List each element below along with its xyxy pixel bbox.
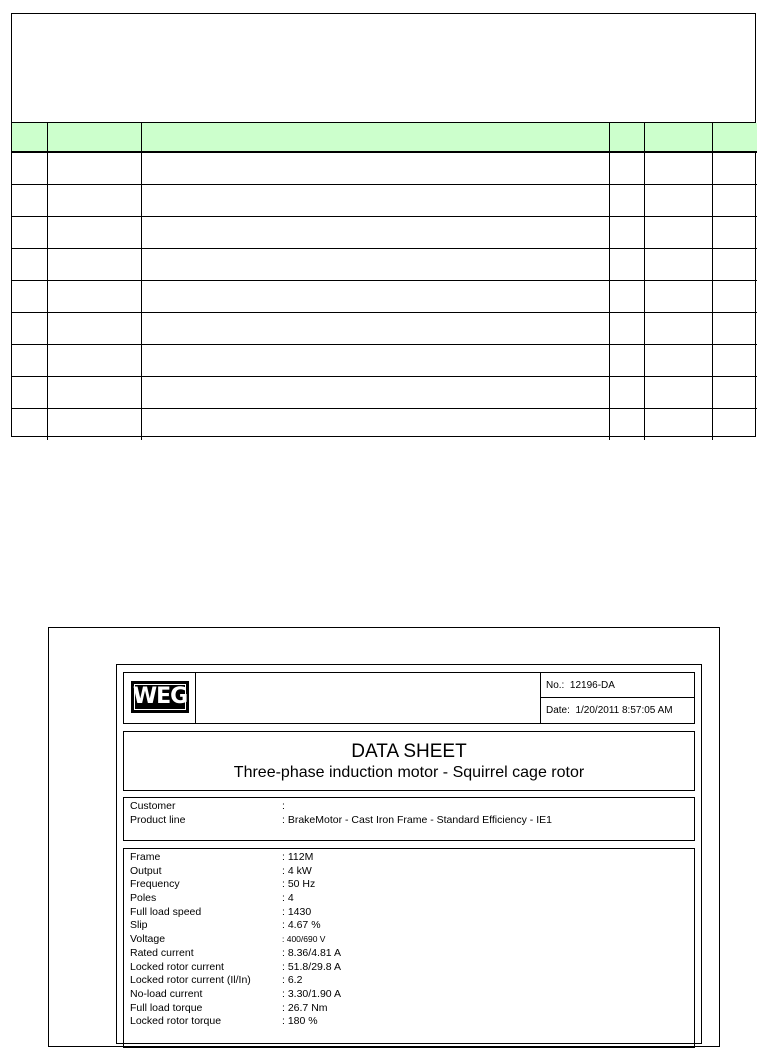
table-cell [644, 409, 712, 441]
specifications-box [123, 848, 695, 1048]
table-cell [644, 185, 712, 217]
table-cell [712, 345, 757, 377]
document-number-label: No.: [546, 680, 565, 691]
spec-row [124, 974, 694, 988]
customer-value: : [282, 800, 285, 812]
document-date [541, 698, 694, 723]
spec-value: : 1430 [282, 905, 312, 918]
spec-row [124, 1002, 694, 1016]
revision-table-frame [11, 13, 756, 437]
table-cell [141, 217, 609, 249]
table-cell [47, 217, 141, 249]
spec-row [124, 865, 694, 879]
table-cell [644, 377, 712, 409]
table-row [12, 377, 757, 409]
header-cell [47, 123, 141, 152]
spec-label: Frame [130, 851, 161, 863]
spec-row [124, 1015, 694, 1029]
table-cell [712, 409, 757, 441]
table-cell [609, 185, 644, 217]
table-cell [12, 377, 47, 409]
table-row [12, 185, 757, 217]
spec-value: : 4.67 % [282, 919, 321, 932]
table-cell [141, 249, 609, 281]
table-cell [12, 345, 47, 377]
document-date-value: 1/20/2011 8:57:05 AM [575, 705, 673, 716]
customer-label: Customer [130, 800, 176, 812]
spec-row [124, 892, 694, 906]
table-cell [712, 185, 757, 217]
spec-label: Poles [130, 892, 157, 905]
table-cell [47, 152, 141, 185]
spec-label: No-load current [130, 987, 203, 1000]
table-cell [12, 281, 47, 313]
spec-label: Slip [130, 919, 148, 932]
spec-value: : 50 Hz [282, 878, 316, 891]
table-cell [609, 217, 644, 249]
spec-label: Output [130, 864, 162, 877]
table-cell [609, 377, 644, 409]
spec-value: : 51.8/29.8 A [282, 960, 341, 973]
document-date-label: Date: [546, 705, 570, 716]
table-cell [609, 409, 644, 441]
header-cell [609, 123, 644, 152]
table-cell [47, 281, 141, 313]
spec-label: Locked rotor current [130, 960, 224, 973]
table-cell [12, 249, 47, 281]
spec-row [124, 878, 694, 892]
header-cell [712, 123, 757, 152]
datasheet-title: DATA SHEET [351, 741, 467, 762]
table-cell [644, 345, 712, 377]
table-cell [47, 313, 141, 345]
table-cell [12, 217, 47, 249]
table-cell [47, 409, 141, 441]
spec-label: Full load torque [130, 1001, 203, 1014]
table-cell [644, 249, 712, 281]
product-line-row [124, 814, 694, 828]
table-row [12, 281, 757, 313]
datasheet-subtitle: Three-phase induction motor - Squirrel cage rotor [233, 764, 585, 781]
table-row [12, 249, 757, 281]
document-info [540, 673, 694, 723]
spec-value: : 8.36/4.81 A [282, 946, 341, 959]
spec-label: Full load speed [130, 905, 202, 918]
table-cell [609, 152, 644, 185]
table-cell [609, 345, 644, 377]
header-cell [644, 123, 712, 152]
table-cell [712, 377, 757, 409]
table-cell [12, 152, 47, 185]
table-cell [609, 249, 644, 281]
table-cell [644, 152, 712, 185]
revision-table-header [12, 123, 757, 152]
datasheet-header [123, 672, 695, 724]
spec-value: : 4 kW [282, 864, 312, 877]
customer-box [123, 797, 695, 841]
spec-row [124, 988, 694, 1002]
table-cell [712, 152, 757, 185]
logo-text: WEG [132, 684, 188, 709]
product-line-value: : BrakeMotor - Cast Iron Frame - Standard Efficiency - IE1 [282, 813, 552, 826]
table-row [12, 409, 757, 441]
revision-table-blank-area [12, 14, 755, 123]
table-cell [141, 313, 609, 345]
customer-row [124, 800, 694, 814]
table-cell [712, 313, 757, 345]
spec-value: : 400/690 V [282, 934, 326, 945]
datasheet [116, 664, 702, 1044]
table-row [12, 345, 757, 377]
table-cell [644, 281, 712, 313]
table-cell [47, 345, 141, 377]
table-cell [609, 313, 644, 345]
weg-logo [131, 681, 189, 713]
table-cell [141, 345, 609, 377]
table-cell [712, 281, 757, 313]
table-cell [141, 409, 609, 441]
table-cell [609, 281, 644, 313]
header-cell [12, 123, 47, 152]
document-number-value: 12196-DA [569, 680, 615, 691]
spec-row [124, 851, 694, 865]
header-cell [141, 123, 609, 152]
spec-value: : 180 % [282, 1015, 318, 1028]
table-cell [644, 217, 712, 249]
spec-label: Voltage [130, 933, 166, 946]
table-cell [12, 185, 47, 217]
spec-row [124, 933, 694, 947]
spec-label: Frequency [130, 878, 180, 891]
table-cell [712, 217, 757, 249]
spec-row [124, 961, 694, 975]
table-cell [47, 377, 141, 409]
spec-value: : 26.7 Nm [282, 1001, 328, 1014]
table-cell [141, 377, 609, 409]
spec-label: Locked rotor current (Il/In) [130, 974, 251, 987]
spec-label: Locked rotor torque [130, 1015, 222, 1028]
spec-value: : 112M [282, 851, 314, 863]
logo-box [124, 673, 196, 723]
table-cell [47, 249, 141, 281]
product-line-label: Product line [130, 813, 186, 826]
table-cell [141, 152, 609, 185]
table-cell [644, 313, 712, 345]
spec-row [124, 947, 694, 961]
spec-value: : 3.30/1.90 A [282, 987, 341, 1000]
table-cell [47, 185, 141, 217]
table-row [12, 313, 757, 345]
table-cell [12, 313, 47, 345]
spec-row [124, 919, 694, 933]
table-cell [141, 281, 609, 313]
spec-label: Rated current [130, 946, 194, 959]
table-row [12, 152, 757, 185]
document-number [541, 673, 694, 698]
table-cell [12, 409, 47, 441]
table-cell [712, 249, 757, 281]
spec-value: : 6.2 [282, 974, 303, 987]
spec-row [124, 906, 694, 920]
spec-value: : 4 [282, 892, 294, 905]
title-box [123, 731, 695, 791]
table-row [12, 217, 757, 249]
table-cell [141, 185, 609, 217]
revision-table [12, 123, 757, 440]
